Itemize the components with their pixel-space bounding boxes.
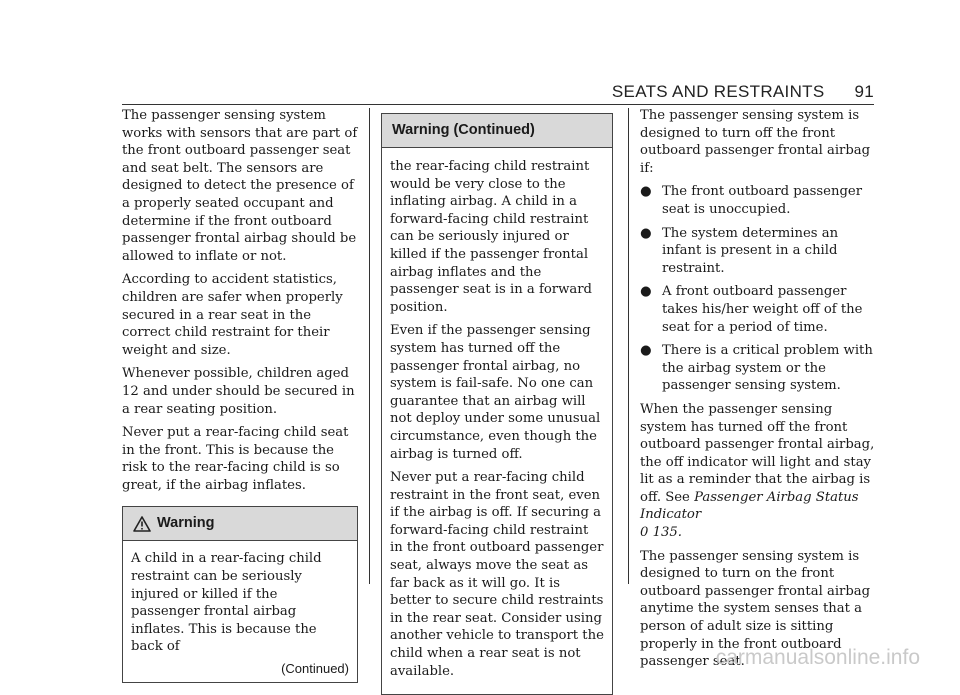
bullet-icon: ● xyxy=(640,225,652,241)
list-item: ● There is a critical problem with the airbag system or the passenger sensing system. xyxy=(640,343,873,394)
warning-header xyxy=(382,114,612,148)
column-divider-2 xyxy=(628,108,629,584)
paragraph: According to accident statistics, children are safer when properly secured in a rear seat in the correct child restraint for their weight and size. xyxy=(122,272,343,358)
warning-paragraph: Even if the passenger sensing system has turned off the passenger frontal airbag, no system is fail-safe. No one can guarantee that an airbag will not deploy under some unusual circumstance, even though the airbag is turned off. xyxy=(390,323,601,462)
bullet-icon: ● xyxy=(640,184,652,200)
column-2 xyxy=(381,107,613,695)
list-item: ● A front outboard passenger takes his/her weight off of the seat for a period of time. xyxy=(640,284,863,335)
paragraph: Whenever possible, children aged 12 and under should be secured in a rear seating position. xyxy=(122,366,355,417)
column-1 xyxy=(122,107,358,683)
warning-title: Warning (Continued) xyxy=(392,121,535,138)
bullet-list xyxy=(640,183,876,395)
watermark: carmanualsonline.info xyxy=(715,646,920,669)
bullet-icon: ● xyxy=(640,343,652,359)
warning-paragraph: the rear-facing child restraint would be very close to the inflating airbag. A child in a forward-facing child restraint can be seriously injured or killed if the passenger frontal airbag inflates and the passenger seat is in a forward position. xyxy=(390,159,592,315)
warning-paragraph: Never put a rear-facing child restraint in the front seat, even if the airbag is off. If securing a forward-facing child restraint in the front outboard passenger seat, always move the seat as far back as it will go. It is better to secure child restraints in the rear seat. Consider using another vehicle to transport the child when a rear seat is not available. xyxy=(390,470,604,679)
list-item: ● The system determines an infant is present in a child restraint. xyxy=(640,225,839,276)
continued-label: (Continued) xyxy=(281,661,349,677)
warning-triangle-icon xyxy=(133,516,151,532)
bullet-icon: ● xyxy=(640,284,652,300)
warning-text: A child in a rear-facing child restraint can be seriously injured or killed if the passenger frontal airbag inflates. This is because the back of xyxy=(131,551,322,655)
paragraph: Never put a rear-facing child seat in the front. This is because the risk to the rear-facing child is so great, if the airbag inflates. xyxy=(122,425,349,493)
column-divider-1 xyxy=(369,108,370,584)
column-3 xyxy=(640,107,876,677)
list-item: ● The front outboard passenger seat is unoccupied. xyxy=(640,184,862,217)
header-rule xyxy=(122,104,874,105)
page-header xyxy=(612,82,874,102)
paragraph: The passenger sensing system works with sensors that are part of the front outboard passenger seat and seat belt. The sensors are designed to detect the presence of a properly seated occupant and determine if the front outboard passenger frontal airbag should be allowed to inflate or not. xyxy=(122,108,358,264)
paragraph: When the passenger sensing system has turned off the front outboard passenger frontal airbag, the off indicator will light and stay lit as a reminder that the airbag is off. See Passenger Airbag Status Indicator 0 135. xyxy=(640,401,875,541)
warning-box-continued xyxy=(381,113,613,695)
warning-title: Warning xyxy=(157,515,215,532)
cross-reference-link[interactable]: Passenger Airbag Status Indicator xyxy=(640,489,859,523)
warning-body xyxy=(382,148,612,694)
paragraph: The passenger sensing system is designed to turn on the front outboard passenger frontal airbag anytime the system senses that a person of adult size is sitting properly in the front outboard passenger seat. xyxy=(640,548,871,670)
warning-box xyxy=(122,506,358,682)
warning-header xyxy=(123,507,357,541)
cross-reference-page[interactable]: 0 135. xyxy=(640,525,682,541)
warning-body xyxy=(123,541,357,681)
page-number: 91 xyxy=(854,82,874,101)
paragraph: The passenger sensing system is designed to turn off the front outboard passenger frontal airbag if: xyxy=(640,108,871,176)
section-title: SEATS AND RESTRAINTS xyxy=(611,82,825,101)
